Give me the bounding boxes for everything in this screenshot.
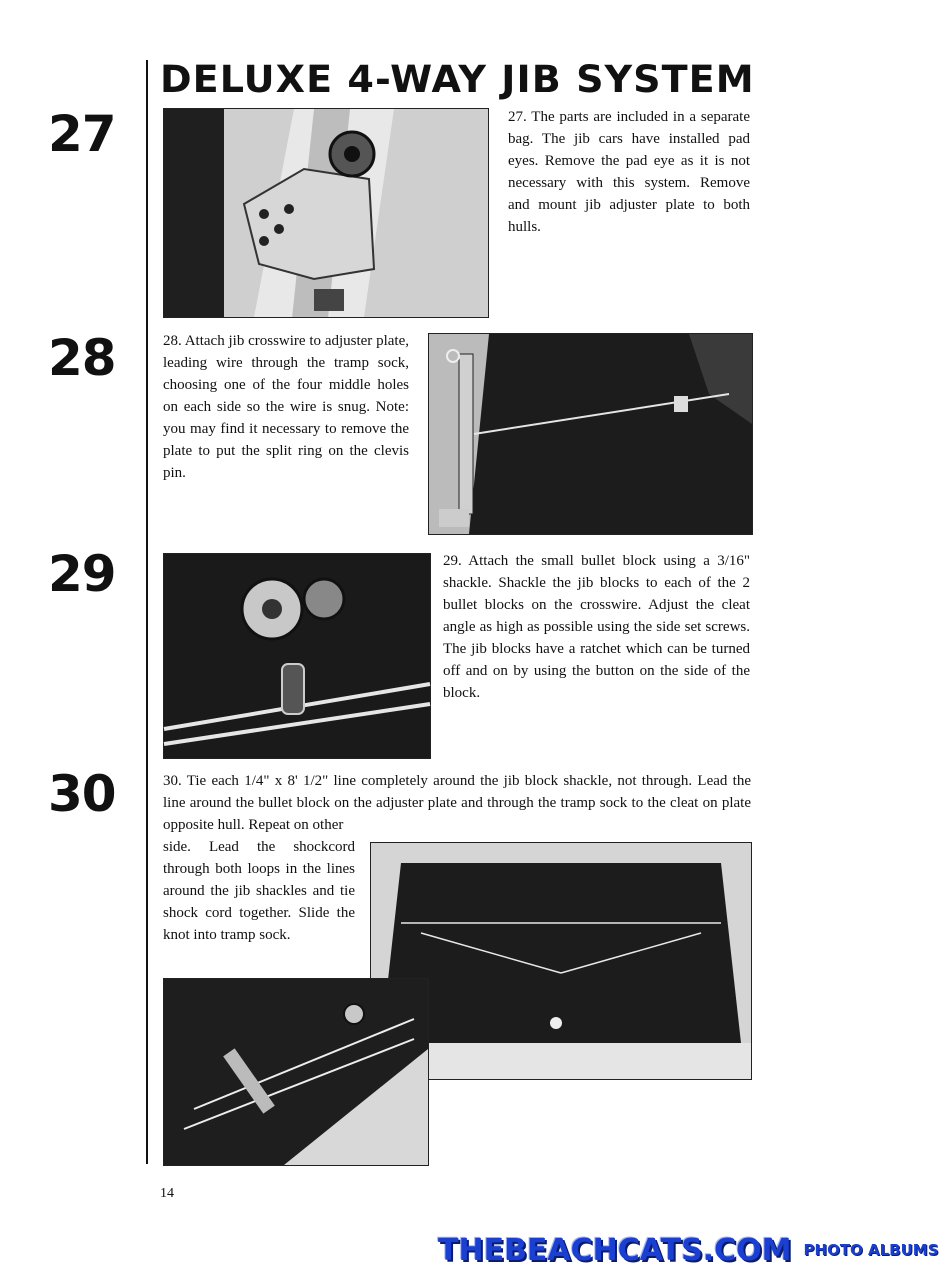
step-30-text-top: 30. Tie each 1/4" x 8' 1/2" line completely around the jib block shackle, not through. Lead the line around the bullet block on the adjuster plate and through the tramp sock to the cleat on plate opposite hull. Repeat on other: [163, 773, 751, 833]
watermark: [438, 1230, 939, 1270]
step-number-28: 28: [48, 329, 116, 387]
photo-jib-crosswire: [428, 333, 753, 535]
vertical-rule: [146, 60, 148, 1164]
watermark-brand: THEBEACHCATS.COM: [438, 1232, 792, 1268]
step-number-27: 27: [48, 105, 116, 163]
step-30-text-side: side. Lead the shockcord through both loops in the lines around the jib shackles and tie shock cord together. Slide the knot into tramp sock.: [163, 839, 355, 943]
page-title: DELUXE 4-WAY JIB SYSTEM: [160, 58, 755, 101]
watermark-tag: PHOTO ALBUMS: [803, 1241, 939, 1259]
step-number-30: 30: [48, 765, 116, 823]
step-27-text: 27. The parts are included in a separate bag. The jib cars have installed pad eyes. Remove the pad eye as it is not necessary with this system. Remove and mount jib adjuster plate to both hulls.: [508, 109, 750, 235]
photo-bullet-block: [163, 553, 431, 759]
photo-jib-block-shackle: [163, 978, 429, 1166]
page-number: 14: [160, 1186, 174, 1201]
step-28-text: 28. Attach jib crosswire to adjuster plate, leading wire through the tramp sock, choosing one of the four middle holes on each side so the wire is snug. Note: you may find it necessary to remove the plate to put the split ring on the clevis pin.: [163, 333, 409, 481]
photo-jib-adjuster-plate: [163, 108, 489, 318]
step-number-29: 29: [48, 545, 116, 603]
step-29-text: 29. Attach the small bullet block using a 3/16" shackle. Shackle the jib blocks to each of the 2 bullet blocks on the crosswire. Adjust the cleat angle as high as possible using the side set screws. The jib blocks have a ratchet which can be turned off and on by using the button on the side of the block.: [443, 553, 750, 701]
